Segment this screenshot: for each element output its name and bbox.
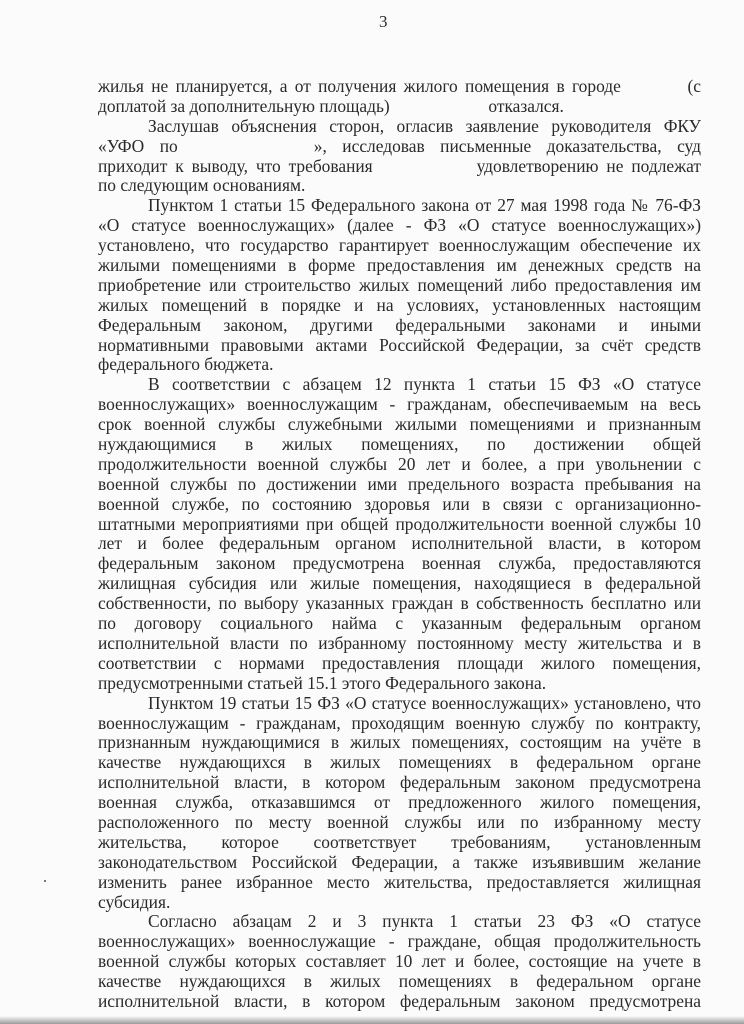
text-line <box>98 952 701 972</box>
text-segment: исполнительной власти по избранному постоянному месту жительства и в <box>98 633 701 653</box>
text-segment: жительства, которое соответствует требованиям, установленным <box>98 832 701 852</box>
text-line <box>98 912 701 932</box>
text-segment: нормативными правовыми актами Российской Федерации, за счёт средств <box>98 335 701 355</box>
text-segment: жилых помещений в порядке и на условиях, установленных настоящим <box>98 295 701 315</box>
text-line <box>98 873 701 893</box>
text-line <box>98 137 701 157</box>
page-number: 3 <box>379 12 388 31</box>
text-line <box>98 216 701 236</box>
paragraph <box>98 77 701 117</box>
text-line <box>98 853 701 873</box>
text-line <box>98 355 701 375</box>
text-segment: срок военной службы служебными жилыми помещениями и признанным <box>98 415 701 435</box>
text-segment: », исследовав письменные доказательства, суд <box>313 136 701 156</box>
text-line <box>98 992 701 1012</box>
text-line <box>98 972 701 992</box>
text-line <box>98 316 701 336</box>
text-segment: отказался. <box>488 96 564 116</box>
text-line <box>98 932 701 952</box>
text-segment: по следующим основаниям. <box>98 176 306 196</box>
text-segment: законодательством Российской Федерации, а также изъявившим желание <box>98 852 701 872</box>
text-segment: доплатой за дополнительную площадь) <box>98 96 390 116</box>
text-segment: жилищная субсидия или жилые помещения, находящиеся в федеральной <box>98 574 701 594</box>
text-segment: Федеральным законом, другими федеральными законами и иными <box>98 315 701 335</box>
scan-speck <box>44 880 46 882</box>
text-segment: исполнительной власти, в котором федеральным законом предусмотрена <box>98 773 701 793</box>
text-line <box>98 77 701 97</box>
text-line <box>98 753 701 773</box>
text-segment: субсидия. <box>98 892 171 912</box>
paragraph <box>98 375 701 693</box>
text-segment: Пунктом 1 статьи 15 Федерального закона от 27 мая 1998 года № 76-ФЗ <box>148 196 701 216</box>
text-segment: установлено, что государство гарантирует военнослужащим обеспечение их <box>98 236 701 256</box>
paragraph <box>98 117 701 197</box>
text-line <box>98 495 701 515</box>
text-line <box>98 813 701 833</box>
text-segment: «УФО по <box>98 136 178 156</box>
text-line <box>98 336 701 356</box>
text-line <box>98 654 701 674</box>
text-segment: военнослужащих» военнослужащим - гражданам, обеспечиваемым на весь <box>98 395 701 415</box>
paragraph <box>98 196 701 375</box>
text-segment: Согласно абзацам 2 и 3 пункта 1 статьи 23 ФЗ «О статусе <box>148 912 701 932</box>
text-line <box>98 793 701 813</box>
document-body <box>98 77 701 1012</box>
text-line <box>98 435 701 455</box>
text-line <box>98 634 701 654</box>
text-segment: исполнительной власти, в котором федеральным законом предусмотрена <box>98 991 701 1011</box>
text-segment: жилыми помещениями в форме предоставления им денежных средств на <box>98 256 701 276</box>
text-line <box>98 375 701 395</box>
text-line <box>98 97 701 117</box>
text-line <box>98 415 701 435</box>
text-line <box>98 455 701 475</box>
text-segment: изменить ранее избранное место жительства, предоставляется жилищная <box>98 872 701 892</box>
text-line <box>98 594 701 614</box>
text-line <box>98 554 701 574</box>
text-segment: военная служба, отказавшимся от предложенного жилого помещения, <box>98 793 701 813</box>
text-segment: жилья не планируется, а от получения жилого помещения в городе <box>98 77 621 96</box>
text-line <box>98 117 701 137</box>
text-line <box>98 674 701 694</box>
text-segment: Пунктом 19 статьи 15 ФЗ «О статусе военнослужащих» установлено, что <box>148 693 701 713</box>
text-segment: военнослужащим - гражданам, проходящим военную службу по контракту, <box>98 713 701 733</box>
text-line <box>98 534 701 554</box>
text-segment: предусмотренными статьей 15.1 этого Федерального закона. <box>98 673 547 693</box>
text-segment: федеральным законом предусмотрена военная служба, предоставляются <box>98 554 701 574</box>
text-line <box>98 236 701 256</box>
text-line <box>98 733 701 753</box>
text-line <box>98 614 701 634</box>
text-line <box>98 475 701 495</box>
text-line <box>98 833 701 853</box>
text-line <box>98 296 701 316</box>
text-segment: военнослужащих» военнослужащие - граждане, общая продолжительность <box>98 932 701 952</box>
text-segment: федерального бюджета. <box>98 355 274 375</box>
text-segment: «О статусе военнослужащих» (далее - ФЗ «О статусе военнослужащих») <box>98 216 701 236</box>
text-segment: военной службы по достижении ими предельного возраста пребывания на <box>98 474 701 494</box>
text-segment: Заслушав объяснения сторон, огласив заявление руководителя ФКУ <box>148 116 701 136</box>
text-segment: нуждающимися в жилых помещениях, по достижении общей <box>98 435 701 455</box>
text-line <box>98 176 701 196</box>
text-line <box>98 714 701 734</box>
text-segment: В соответствии с абзацем 12 пункта 1 статьи 15 ФЗ «О статусе <box>148 375 701 395</box>
text-segment: качестве нуждающихся в жилых помещениях в федеральном органе <box>98 972 701 992</box>
text-segment: качестве нуждающихся в жилых помещениях в федеральном органе <box>98 753 701 773</box>
text-segment: приходит к выводу, что требования <box>98 156 373 176</box>
text-line <box>98 395 701 415</box>
text-segment: военной службе, по состоянию здоровья или в связи с организационно- <box>98 494 701 514</box>
text-line <box>98 773 701 793</box>
paragraph <box>98 694 701 913</box>
text-segment: продолжительности военной службы 20 лет и более, а при увольнении с <box>98 454 701 474</box>
text-line <box>98 515 701 535</box>
text-line <box>98 196 701 216</box>
text-line <box>98 276 701 296</box>
text-segment: признанным нуждающимися в жилых помещениях, состоящим на учёте в <box>98 733 701 753</box>
text-segment: удовлетворению не подлежат <box>476 156 701 176</box>
text-segment: собственности, по выбору указанных граждан в собственность бесплатно или <box>98 594 701 614</box>
paragraph <box>98 912 701 1011</box>
text-line <box>98 256 701 276</box>
text-segment: соответствии с нормами предоставления площади жилого помещения, <box>98 653 701 673</box>
text-segment: по договору социального найма с указанным федеральным органом <box>98 614 701 634</box>
text-line <box>98 157 701 177</box>
scan-edge-shadow <box>0 1016 744 1024</box>
text-line <box>98 694 701 714</box>
text-segment: лет и более федеральным органом исполнительной власти, в котором <box>98 534 701 554</box>
text-segment: военной службы которых составляет 10 лет и более, состоящие на учете в <box>98 952 701 972</box>
text-segment: штатными мероприятиями при общей продолжительности военной службы 10 <box>98 514 701 534</box>
text-line <box>98 893 701 913</box>
text-line <box>98 574 701 594</box>
text-segment: приобретение или строительство жилых помещений либо предоставления им <box>98 275 701 295</box>
text-segment: расположенного по месту военной службы или по избранному месту <box>98 812 701 832</box>
text-segment: (с <box>687 77 701 96</box>
